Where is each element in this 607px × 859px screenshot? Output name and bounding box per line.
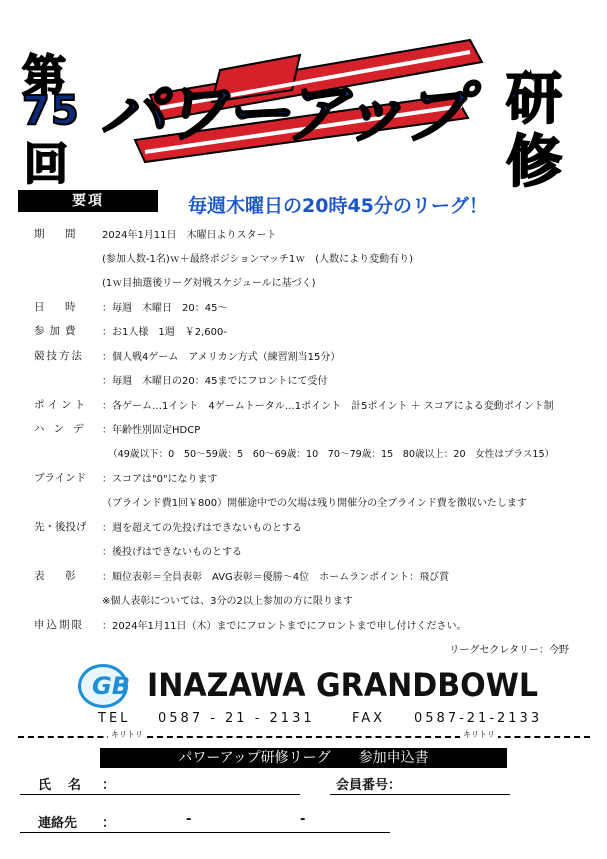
row-value: ：各ゲーム…1イント 4ゲームトータル…1ポイント 計5ポイント ＋ スコアによる変動ポイント制 [102,401,554,412]
row-label: ハンデ [34,423,93,435]
contact-dash-1: - [186,812,192,827]
contact-field[interactable] [20,832,390,833]
row-value: ：年齢性別固定HDCP [102,425,201,436]
row-label: 日 時 [34,301,81,313]
contact-dash-2: - [300,812,306,827]
logo-mark: GB [92,672,130,700]
banner-shu: 修 [506,130,562,195]
banner-dai: 第 [22,51,66,102]
name-colon: ： [102,778,116,793]
row-value: ：2024年1月11日（木）までにフロントまでにフロントまで申し付けください。 [102,621,467,632]
tel-label: TEL [98,711,131,726]
row-value: ：スコアは"0"になります [102,474,218,485]
row-value: ：毎週 木曜日の20：45までにフロントにて受付 [102,376,328,387]
row-value: (1ｗ目抽選後リーグ対戦スケジュールに基づく) [102,278,316,289]
row-label: 期 間 [34,228,81,240]
kiritori-label: キリトリ [108,729,146,740]
row-label: ポイント [34,399,88,411]
name-field[interactable] [20,794,300,795]
row-value: （49歳以下：0 50～59歳：5 60～69歳：10 70～79歳：15 80歳以上：20 女性はプラス15） [108,449,555,460]
banner-ken: 研 [506,67,562,132]
fax-number: 0587-21-2133 [414,711,543,726]
kiritori-label: キリトリ [460,729,498,740]
row-label: 参加費 [34,325,81,337]
row-label: ブラインド [34,472,87,484]
name-label: 氏 名 [38,778,84,793]
row-label: 先・後投げ [34,521,87,533]
row-label: 申込期限 [34,619,84,631]
row-value: ：お1人様 1週 ￥2,600- [102,327,227,338]
row-value: （ブラインド費1回￥800）開催途中での欠場は残り開催分の全ブラインド費を徴収いたします [102,498,527,509]
row-value: ※個人表彰については、3分の2以上参加の方に限ります [102,596,353,607]
banner-number: 75 [22,88,80,134]
row-label: 表 彰 [34,570,81,582]
contact-colon: ： [102,816,116,831]
section-heading: 要項 [18,190,158,212]
row-value: ：後投げはできないものとする [102,547,242,558]
tel-number: 0587 - 21 - 2131 [158,711,315,726]
fax-label: FAX [352,711,386,726]
form-title: パワーアップ研修リーグ 参加申込書 [100,748,507,768]
row-value: (参加人数-1名)ｗ＋最終ポジションマッチ1ｗ (人数により変動有り) [102,254,414,265]
league-secretary: リーグセクレタリー：今野 [449,645,569,656]
row-value: 2024年1月11日 木曜日よりスタート [102,230,277,241]
tagline: 毎週木曜日の20時45分のリーグ！ [188,195,488,217]
row-value: ：毎週 木曜日 20：45～ [102,303,228,314]
banner-kai: 回 [24,139,68,190]
row-value: ：週を超えての先投げはできないものとする [102,523,302,534]
row-label: 競技方法 [34,350,84,362]
row-value: ：個人戦4ゲーム アメリカン方式（練習割当15分） [102,352,341,363]
banner-main-title: パワーアップ [100,75,465,152]
row-value: ：順位表彰＝全員表彰 AVG表彰＝優勝～4位 ホームランポイント：飛び賞 [102,572,450,583]
title-banner [0,0,607,195]
member-number-field[interactable] [330,794,510,795]
member-number-label: 会員番号： [336,778,402,793]
cut-line [18,736,590,738]
contact-label: 連絡先 [38,816,78,831]
brand-name: INAZAWA GRANDBOWL [147,666,539,704]
